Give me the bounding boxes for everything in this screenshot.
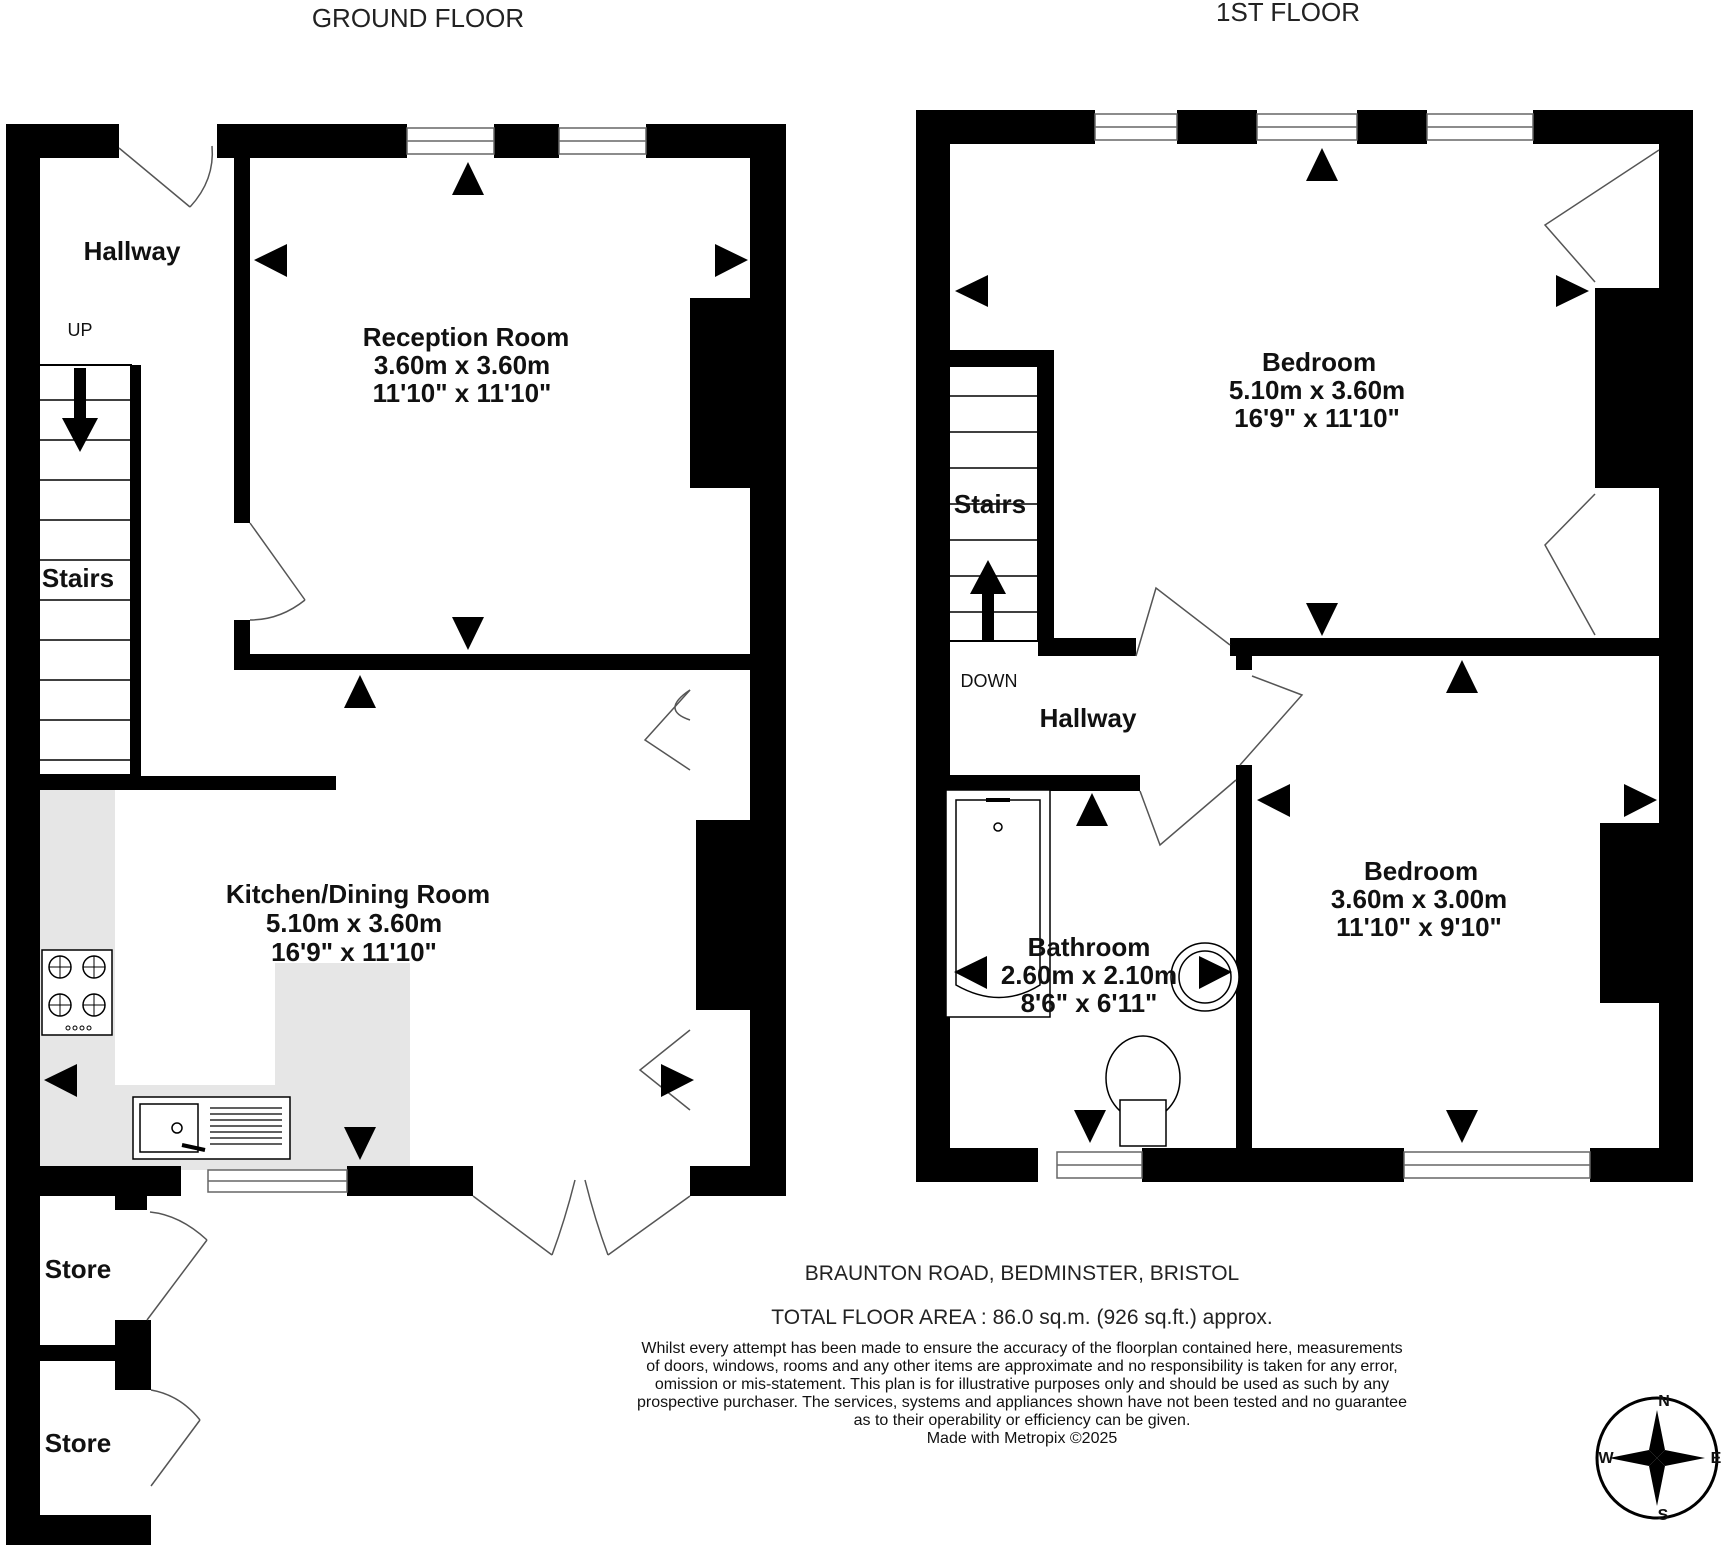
stairs-up-arrow-icon bbox=[970, 560, 1006, 594]
disclaimer-line-1: Whilst every attempt has been made to ensure the accuracy of the floorplan contained here, measurements bbox=[641, 1340, 1403, 1357]
first-floor-doors bbox=[1136, 150, 1659, 845]
reception-room-name: Reception Room bbox=[362, 322, 570, 352]
kitchen-imperial: 16'9" x 11'10" bbox=[271, 937, 437, 967]
credit: Made with Metropix ©2025 bbox=[926, 1430, 1118, 1447]
sink-icon bbox=[133, 1097, 290, 1159]
stairs-down-arrow-icon bbox=[62, 418, 98, 452]
first-floor-title: 1ST FLOOR bbox=[1215, 0, 1361, 27]
ground-hallway-label: Hallway bbox=[83, 236, 181, 266]
first-hallway-label: Hallway bbox=[1039, 703, 1137, 733]
bedroom-2-imperial: 11'10" x 9'10" bbox=[1336, 912, 1502, 942]
compass-n: N bbox=[1658, 1393, 1670, 1410]
compass-w: W bbox=[1598, 1450, 1614, 1467]
store-2-label: Store bbox=[44, 1428, 112, 1458]
hob-icon bbox=[42, 950, 112, 1035]
ground-floor-title: GROUND FLOOR bbox=[311, 3, 525, 33]
compass-icon bbox=[1597, 1393, 1722, 1524]
disclaimer-line-3: omission or mis-statement. This plan is for illustrative purposes only and should be used as such by any bbox=[654, 1376, 1390, 1393]
bedroom-1-imperial: 16'9" x 11'10" bbox=[1234, 403, 1400, 433]
total-floor-area: TOTAL FLOOR AREA : 86.0 sq.m. (926 sq.ft.) approx. bbox=[771, 1306, 1273, 1329]
toilet-icon bbox=[1106, 1036, 1180, 1146]
disclaimer-line-2: of doors, windows, rooms and any other items are approximate and no responsibility is taken for any error, bbox=[646, 1358, 1398, 1375]
bathroom-imperial: 8'6" x 6'11" bbox=[1020, 988, 1158, 1018]
disclaimer-line-4: prospective purchaser. The services, systems and appliances shown have not been tested and no guarantee bbox=[637, 1394, 1407, 1411]
address: BRAUNTON ROAD, BEDMINSTER, BRISTOL bbox=[804, 1262, 1240, 1285]
bedroom-1-metric: 5.10m x 3.60m bbox=[1228, 375, 1406, 405]
compass-e: E bbox=[1710, 1450, 1722, 1467]
ground-stairs-label: Stairs bbox=[41, 563, 115, 593]
compass-s: S bbox=[1657, 1507, 1669, 1524]
first-floor-walls bbox=[916, 110, 1693, 1182]
reception-room-imperial: 11'10" x 11'10" bbox=[372, 378, 552, 408]
kitchen-metric: 5.10m x 3.60m bbox=[265, 908, 443, 938]
store-1-label: Store bbox=[44, 1254, 112, 1284]
bathroom-metric: 2.60m x 2.10m bbox=[1000, 960, 1178, 990]
kitchen-name: Kitchen/Dining Room bbox=[225, 879, 491, 909]
up-label: UP bbox=[67, 320, 93, 340]
bedroom-2-metric: 3.60m x 3.00m bbox=[1330, 884, 1508, 914]
bedroom-2-name: Bedroom bbox=[1363, 856, 1479, 886]
first-stairs-label: Stairs bbox=[953, 489, 1027, 519]
disclaimer-line-5: as to their operability or efficiency can be given. bbox=[853, 1412, 1191, 1429]
reception-room-metric: 3.60m x 3.60m bbox=[373, 350, 551, 380]
down-label: DOWN bbox=[960, 671, 1018, 691]
bathroom-name: Bathroom bbox=[1027, 932, 1151, 962]
bedroom-1-name: Bedroom bbox=[1261, 347, 1377, 377]
